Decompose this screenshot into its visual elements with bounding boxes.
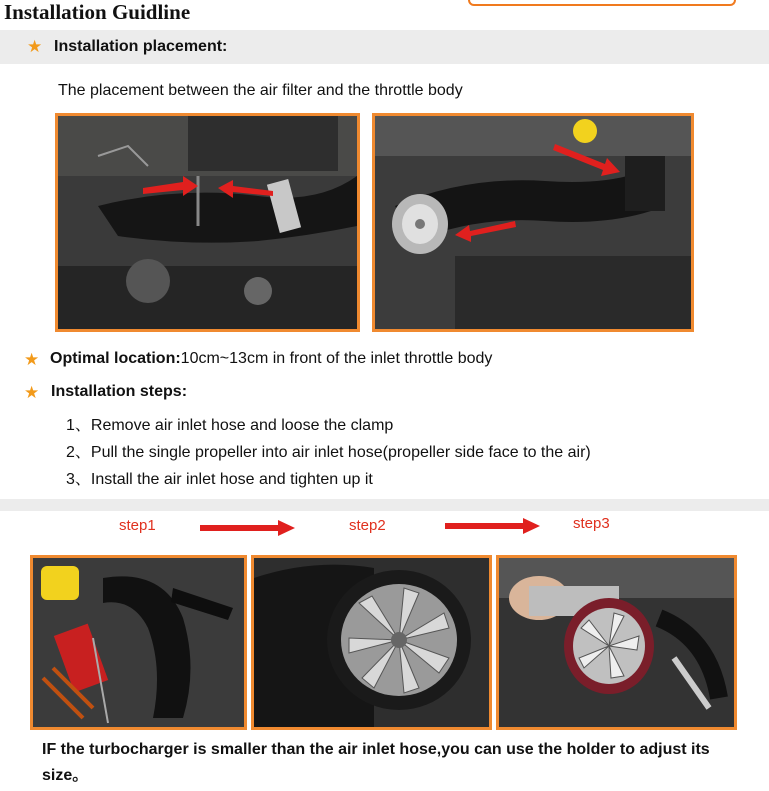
arrow-right-icon	[445, 518, 540, 534]
star-icon: ★	[24, 383, 40, 402]
step1-photo	[30, 555, 247, 730]
placement-heading: Installation placement:	[54, 38, 228, 55]
star-icon: ★	[24, 350, 40, 369]
step-item: 2、Pull the single propeller into air inlet hose(propeller side face to the air)	[66, 444, 591, 461]
step-label: step3	[573, 515, 610, 532]
step-label: step1	[119, 517, 156, 534]
holder-note: IF the turbocharger is smaller than the air inlet hose,you can use the holder to adjust its size。	[42, 741, 710, 784]
optimal-location	[50, 350, 492, 368]
section-divider	[0, 499, 769, 511]
placement-description: The placement between the air filter and the throttle body	[58, 82, 463, 99]
star-icon: ★	[27, 37, 43, 56]
engine-photo-air-filter	[55, 113, 360, 332]
step-item: 1、Remove air inlet hose and loose the clamp	[66, 417, 394, 434]
arrow-right-icon	[200, 520, 295, 536]
step-item: 3、Install the air inlet hose and tighten up it	[66, 471, 373, 488]
engine-photo-throttle-body	[372, 113, 694, 332]
page-title: Installation Guidline	[4, 0, 191, 24]
optimal-value: 10cm~13cm in front of the inlet throttle body	[180, 350, 493, 367]
step-label: step2	[349, 517, 386, 534]
step2-photo	[251, 555, 492, 730]
decorative-tab	[468, 0, 736, 6]
steps-heading: Installation steps:	[51, 383, 188, 400]
step3-photo	[496, 555, 737, 730]
optimal-label: Optimal location:	[50, 350, 181, 367]
